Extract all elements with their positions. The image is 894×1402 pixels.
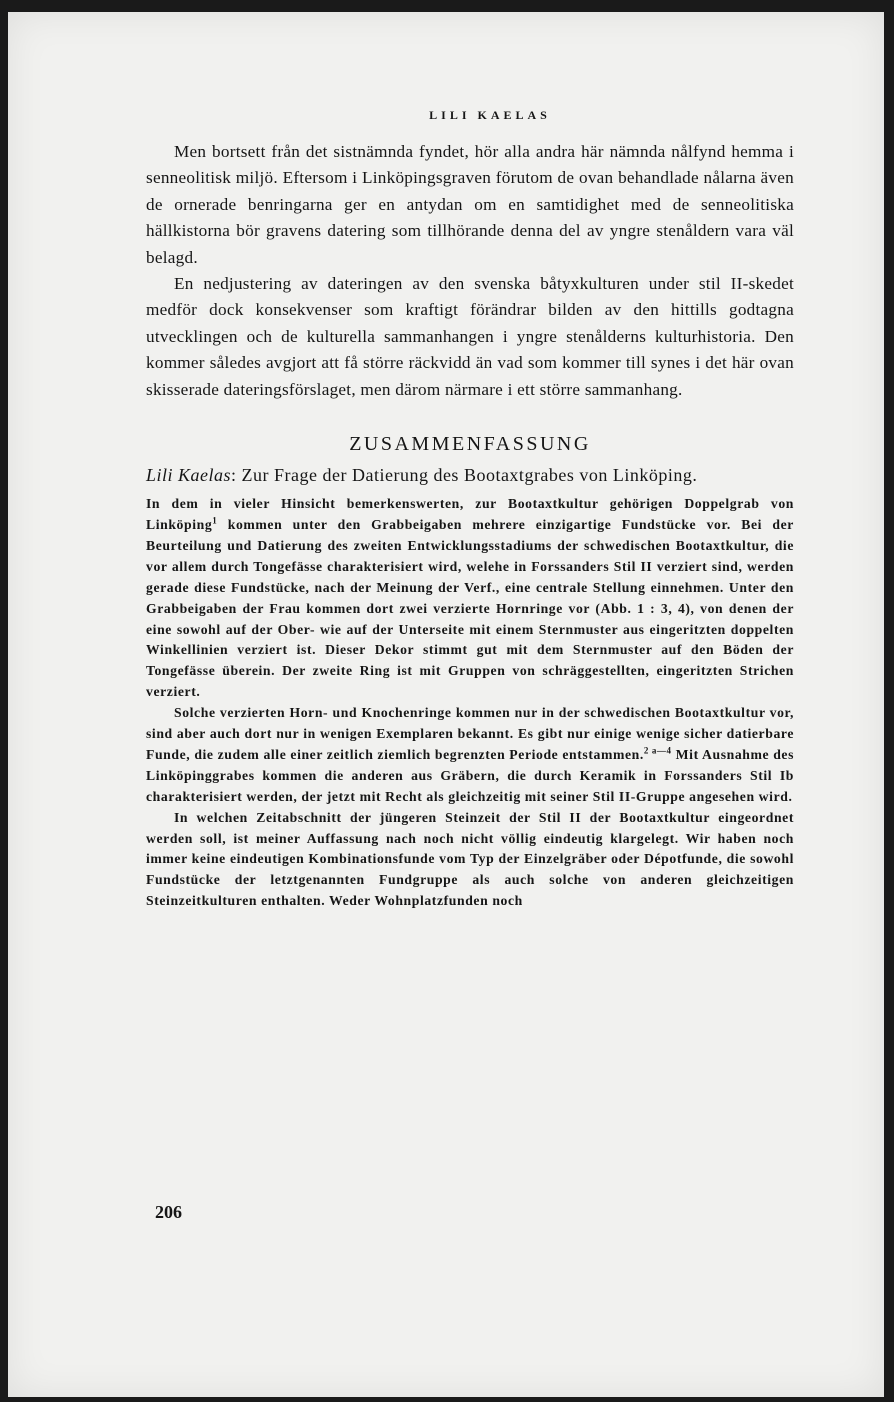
page-content	[146, 108, 794, 912]
paragraph: In welchen Zeitabschnitt der jüngeren Steinzeit der Stil II der Bootaxtkultur eingeordnet werden soll, ist meiner Auffassung nach noch nicht völlig eindeutig klargelegt. Wir haben noch immer keine eindeutigen Kombinationsfunde vom Typ der Einzelgräber oder Dépotfunde, die sowohl Fundstücke der letztgenannten Fundgruppe als auch solche von anderen gleichzeitigen Steinzeitkulturen enthalten. Weder Wohnplatzfunden noch	[146, 809, 794, 909]
paragraph	[146, 703, 794, 808]
book-page	[8, 12, 884, 1397]
paragraph-text: kommen unter den Grabbeigaben mehrere einzigartige Fundstücke vor. Bei der Beurteilung und Datierung des zweiten Entwicklungsstadiums der schwedischen Bootaxtkultur, die vor allem durch Tongefässe charakterisiert wird, welehe in Forssanders Stil II verziert sind, werden gerade diese Fundstücke, nach der Meinung der Verf., eine centrale Stellung einnehmen. Unter den Grabbeigaben der Frau kommen dort zwei verzierte Hornringe vor (Abb. 1 : 3, 4), von denen der eine sowohl auf der Ober- wie auf der Unterseite mit einem Sternmuster aus eingeritzten doppelten Winkellinien verziert ist. Dieser Dekor stimmt gut mit dem Sternmuster auf den Böden der Tongefässe überein. Der zweite Ring ist mit Gruppen von schräggestellten, eingeritzten Strichen verziert.	[146, 516, 794, 700]
german-summary	[146, 494, 794, 912]
paragraph-text: In dem in vieler Hinsicht bemerkenswerten, zur Bootaxtkultur gehörigen Doppelgrab von Linköping	[146, 496, 794, 532]
paragraph: Men bortsett från det sistnämnda fyndet, hör alla andra här nämnda nålfynd hemma i senneolitisk miljö. Eftersom i Linköpingsgraven förutom de ovan behandlade nålarna även de ornerade benringarna ger en antydan om en samtidighet med de senneolitiska hällkistorna bör gravens datering som tillhörande denna del av yngre stenåldern vara väl belagd.	[146, 142, 794, 267]
paragraph-text: Mit Ausnahme des Linköpinggrabes kommen die anderen aus Gräbern, die durch Keramik in Forssanders Stil Ib charakterisiert werden, der jetzt mit Recht als gleichzeitig mit seiner Stil II-Gruppe angesehen wird.	[146, 746, 795, 804]
summary-subtitle	[146, 464, 794, 486]
footnote-ref: 2 a—4	[643, 745, 672, 756]
subtitle-author: Lili Kaelas	[146, 465, 232, 486]
paragraph	[146, 494, 794, 703]
page-number: 206	[155, 1202, 182, 1222]
section-title: ZUSAMMENFASSUNG	[349, 433, 591, 456]
running-head: LILI KAELAS	[429, 108, 551, 122]
swedish-text	[146, 139, 794, 403]
paragraph-text: Solche verzierten Horn- und Knochenringe kommen nur in der schwedischen Bootaxtkultur vor, sind aber auch dort nur in wenigen Exemplaren bekannt. Es gibt nur einige wenige sicher datierbare Funde, die zudem alle einer zeitlich ziemlich begrenzten Periode entstammen.	[146, 705, 794, 762]
footnote-ref: 1	[212, 515, 218, 526]
paragraph: En nedjustering av dateringen av den svenska båtyxkulturen under stil II-skedet medför dock konsekvenser som kraftigt förändrar bilden av den hittills godtagna utvecklingen och de kulturella sammanhangen i yngre stenålderns kulturhistoria. Den kommer således avgjort att få större räckvidd än vad som kommer till synes i det här ovan skisserade dateringsförslaget, men därom närmare i ett större sammanhang.	[146, 274, 794, 399]
subtitle-title: : Zur Frage der Datierung des Bootaxtgrabes von Linköping.	[231, 465, 698, 486]
